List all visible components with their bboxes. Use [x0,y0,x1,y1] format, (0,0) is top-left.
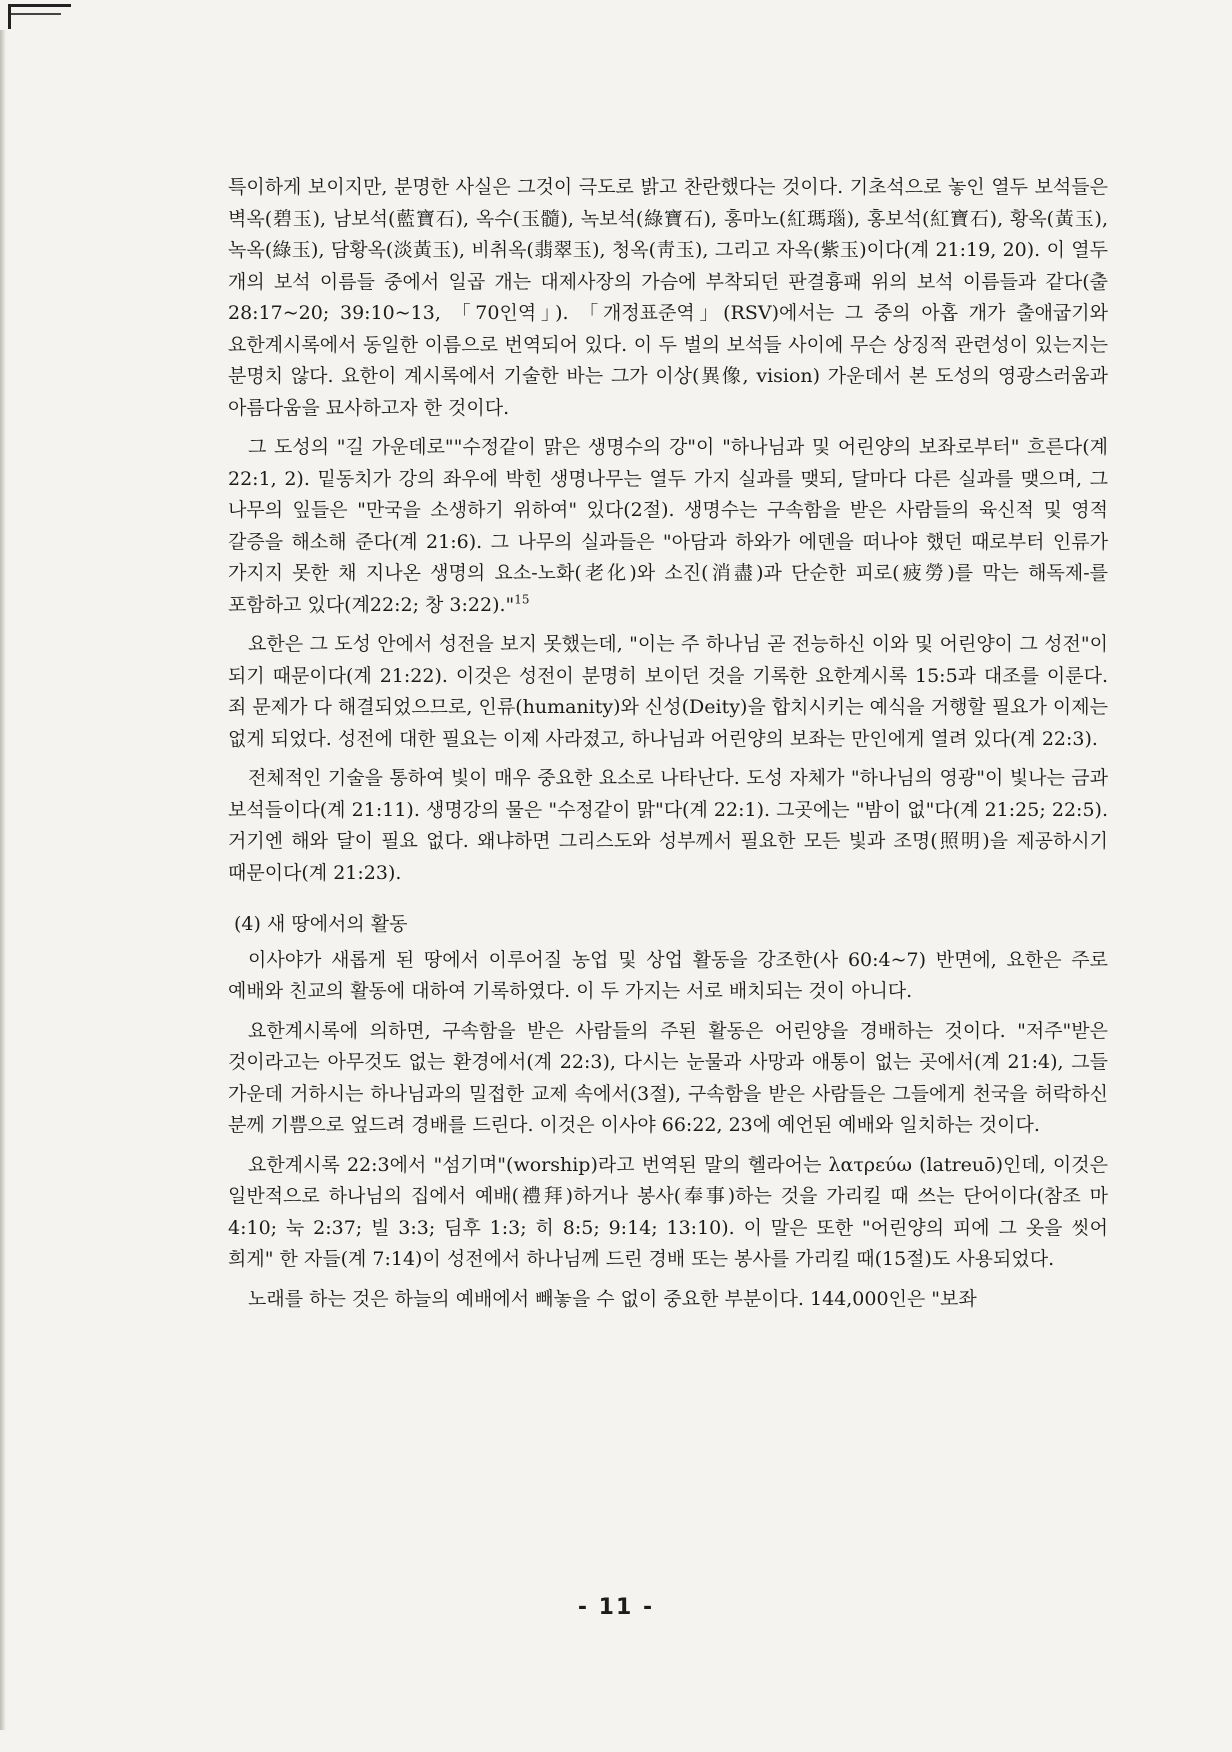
section-heading: (4) 새 땅에서의 활동 [234,913,408,935]
paragraph-no-temple: 요한은 그 도성 안에서 성전을 보지 못했는데, "이는 주 하나님 곧 전능하신 이와 및 어린양이 그 성전"이 되기 때문이다(계 21:22). 이것은 성전이 분명히 보이던 것을 기록한 요한계시록 15:5과 대조를 이룬다. 죄 문제가 다 해결되었으므로, 인류(humanity)와 신성(Deity)을 합치시키는 예식을 거행할 필요가 이제는 없게 되었다. 성전에 대한 필요는 이제 사라졌고, 하나님과 어린양의 보좌는 만인에게 열려 있다(계 22:3). [228,633,1108,750]
scan-corner-mark [8,4,71,29]
page-number: - 11 - [577,1595,655,1620]
footnote-reference: 15 [514,592,530,607]
paragraph-light: 전체적인 기술을 통하여 빛이 매우 중요한 요소로 나타난다. 도성 자체가 "하나님의 영광"이 빛나는 금과 보석들이다(계 21:11). 생명강의 물은 "수정같이 맑"다(계 22:1). 그곳에는 "밤이 없"다(계 21:25; 22:5). 거기엔 해와 달이 필요 없다. 왜냐하면 그리스도와 성부께서 필요한 모든 빛과 조명(照明)을 제공하시기 때문이다(계 21:23). [228,767,1108,884]
paragraph-isaiah-activities: 이사야가 새롭게 된 땅에서 이루어질 농업 및 상업 활동을 강조한(사 60:4~7) 반면에, 요한은 주로 예배와 친교의 활동에 대하여 기록하였다. 이 두 가지는 서로 배치되는 것이 아니다. [228,948,1108,1002]
paragraph-latreuo: 요한계시록 22:3에서 "섬기며"(worship)라고 번역된 말의 헬라어는 λατρεύω (latreuō)인데, 이것은 일반적으로 하나님의 집에서 예배(禮拜)하거나 봉사(奉事)하는 것을 가리킬 때 쓰는 단어이다(참조 마 4:10; 눅 2:37; 빌 3:3; 딤후 1:3; 히 8:5; 9:14; 13:10). 이 말은 또한 "어린양의 피에 그 옷을 씻어 희게" 한 자들(계 7:14)이 성전에서 하나님께 드린 경배 또는 봉사를 가리킬 때(15절)도 사용되었다. [228,1153,1108,1270]
scan-edge-shadow [0,30,6,1730]
paragraph-gemstones: 특이하게 보이지만, 분명한 사실은 그것이 극도로 밝고 찬란했다는 것이다. 기초석으로 놓인 열두 보석들은 벽옥(碧玉), 남보석(藍寶石), 옥수(玉髓), 녹보석(綠寶石), 홍마노(紅瑪瑙), 홍보석(紅寶石), 황옥(黃玉), 녹옥(綠玉), 담황옥(淡黃玉), 비취옥(翡翠玉), 청옥(靑玉), 그리고 자옥(紫玉)이다(계 21:19, 20). 이 열두 개의 보석 이름들 중에서 일곱 개는 대제사장의 가슴에 부착되던 판결흉패 위의 보석 이름들과 같다(출 28:17~20; 39:10~13, 「70인역」). 「개정표준역」(RSV)에서는 그 중의 아홉 개가 출애굽기와 요한계시록에서 동일한 이름으로 번역되어 있다. 이 두 벌의 보석들 사이에 무슨 상징적 관련성이 있는지는 분명치 않다. 요한이 계시록에서 기술한 바는 그가 이상(異像, vision) 가운데서 본 도성의 영광스러움과 아름다움을 묘사하고자 한 것이다. [228,176,1108,419]
paragraph-river-of-life [228,432,1108,621]
paragraph-river-of-life-text: 그 도성의 "길 가운데로""수정같이 맑은 생명수의 강"이 "하나님과 및 어린양의 보좌로부터" 흐른다(계 22:1, 2). 밑동치가 강의 좌우에 박힌 생명나무는 열두 가지 실과를 맺되, 달마다 다른 실과를 맺으며, 그 나무의 잎들은 "만국을 소생하기 위하여" 있다(2절). 생명수는 구속함을 받은 사람들의 육신적 및 영적 갈증을 해소해 준다(계 21:6). 그 나무의 실과들은 "아담과 하와가 에덴을 떠나야 했던 때로부터 인류가 가지지 못한 채 지나온 생명의 요소-노화(老化)와 소진(消盡)과 단순한 피로(疲勞)를 막는 해독제-를 포함하고 있다(계22:2; 창 3:22)." [228,436,1108,616]
paragraph-worship-lamb: 요한계시록에 의하면, 구속함을 받은 사람들의 주된 활동은 어린양을 경배하는 것이다. "저주"받은 것이라고는 아무것도 없는 환경에서(계 22:3), 다시는 눈물과 사망과 애통이 없는 곳에서(계 21:4), 그들 가운데 거하시는 하나님과의 밀접한 교제 속에서(3절), 구속함을 받은 사람들은 그들에게 천국을 허락하신 분께 기쁨으로 엎드려 경배를 드린다. 이것은 이사야 66:22, 23에 예언된 예배와 일치하는 것이다. [228,1019,1108,1136]
document-body [228,172,1108,1323]
paragraph-singing: 노래를 하는 것은 하늘의 예배에서 빼놓을 수 없이 중요한 부분이다. 144,000인은 "보좌 [248,1287,977,1310]
